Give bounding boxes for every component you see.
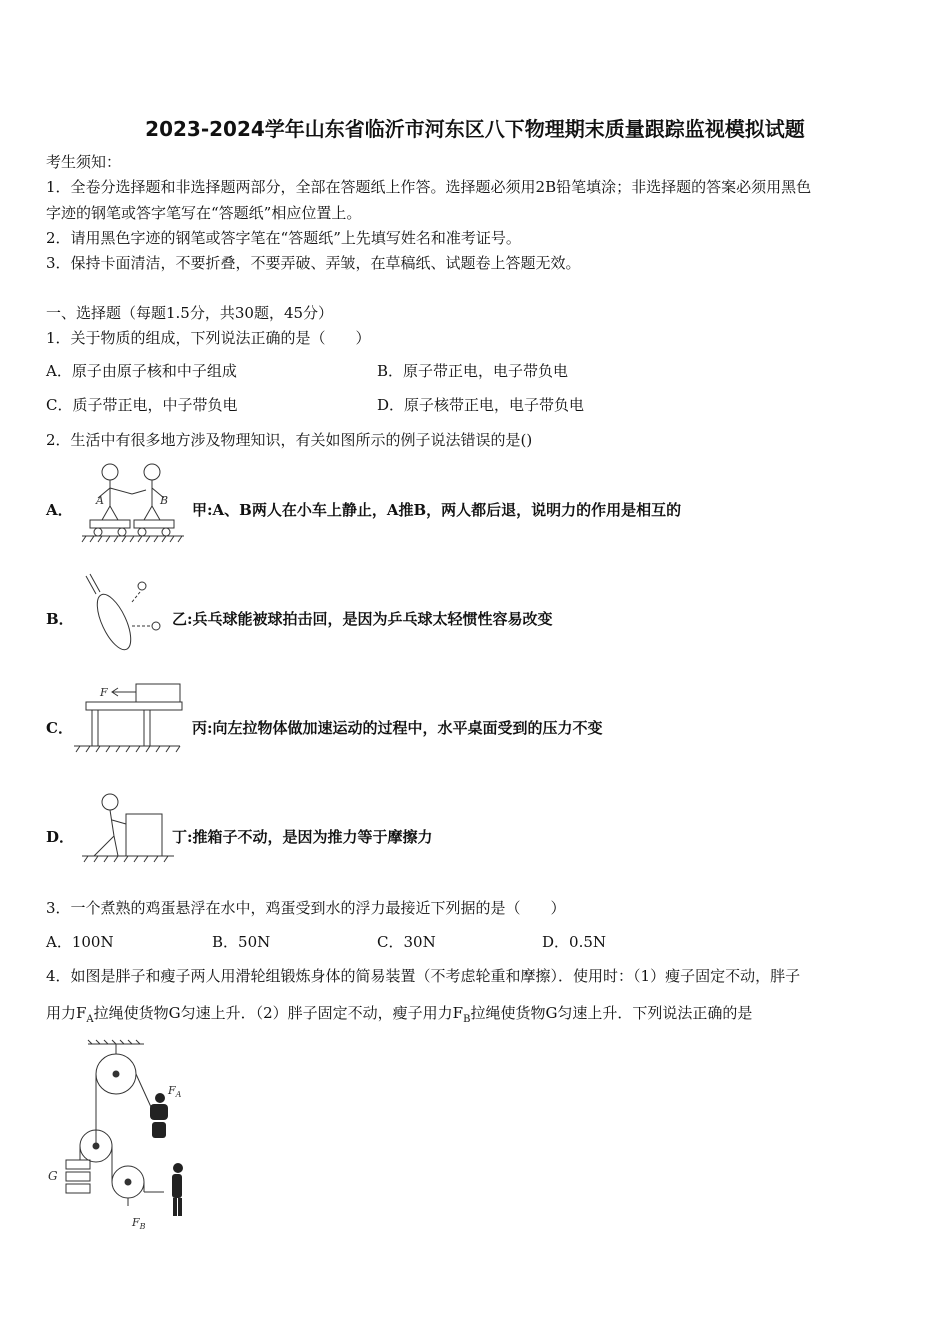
- fig-label-fb: F: [132, 1216, 140, 1229]
- fig-a-label-a: A: [96, 494, 104, 507]
- q4-stem-line-2: 用力$F_A$拉绳使货物G匀速上升．（2）胖子固定不动，瘦子用力$F_B$拉绳使货物G匀速上升．下列说法正确的是: [46, 1004, 753, 1025]
- fig-label-fa: F: [168, 1084, 176, 1097]
- q3-stem: 3．一个煮熟的鸡蛋悬浮在水中，鸡蛋受到水的浮力最接近下列据的是（ ）: [46, 899, 566, 917]
- q3-option-d: D．0.5N: [542, 933, 607, 951]
- page-title: 2023-2024学年山东省临沂市河东区八下物理期末质量跟踪监视模拟试题: [145, 117, 805, 141]
- q2-option-d-text: 丁:推箱子不动，是因为推力等于摩擦力: [172, 828, 433, 846]
- q1-stem: 1．关于物质的组成，下列说法正确的是（ ）: [46, 329, 371, 347]
- fig-c-label-f: F: [100, 686, 108, 699]
- q4-stem-line-1: 4．如图是胖子和瘦子两人用滑轮组锻炼身体的简易装置（不考虑轮重和摩擦）．使用时：（1）瘦子固定不动，胖子: [46, 967, 801, 985]
- q1-option-d: D．原子核带正电，电子带负电: [377, 396, 585, 414]
- svg-text:FA: [167, 1084, 182, 1099]
- fig-label-fb-sub: B: [139, 1222, 146, 1231]
- q2-option-a-label: A．: [46, 501, 73, 519]
- q3-option-a: A．100N: [46, 933, 114, 951]
- q3-option-c: C．30N: [377, 933, 436, 951]
- notice-line-2: 2．请用黑色字迹的钢笔或答字笔在“答题纸”上先填写姓名和准考证号。: [46, 229, 521, 247]
- section-heading: 一、选择题（每题1.5分，共30题，45分）: [46, 304, 334, 322]
- fig-label-g: G: [48, 1169, 58, 1183]
- q2-option-c-label: C．: [46, 719, 73, 737]
- q2-option-b-label: B．: [46, 610, 74, 628]
- q2-figure-d-push-box: [80, 790, 176, 874]
- q1-option-b: B．原子带正电，电子带负电: [377, 362, 569, 380]
- notice-line-1b: 字迹的钢笔或答字笔写在“答题纸”相应位置上。: [46, 204, 362, 222]
- fig-label-fa-sub: A: [175, 1090, 182, 1099]
- q2-figure-b-paddle-ball: [80, 572, 170, 656]
- q4-figure-pulley-system: [44, 1038, 200, 1232]
- q1-option-a: A．原子由原子核和中子组成: [46, 362, 237, 380]
- q2-option-a-text: 甲:A、B两人在小车上静止，A推B，两人都后退，说明力的作用是相互的: [192, 501, 682, 519]
- fig-a-label-b: B: [160, 494, 169, 507]
- q2-figure-a-people-on-carts: [80, 458, 188, 550]
- notice-heading: 考生须知：: [46, 153, 122, 171]
- notice-line-1a: 1．全卷分选择题和非选择题两部分，全部在答题纸上作答。选择题必须用2B铅笔填涂；非选择题的答案必须用黑色: [46, 178, 812, 196]
- q2-option-c-text: 丙:向左拉物体做加速运动的过程中，水平桌面受到的压力不变: [192, 719, 603, 737]
- q2-figure-c-table-pull: [72, 682, 184, 758]
- q2-stem: 2．生活中有很多地方涉及物理知识，有关如图所示的例子说法错误的是(): [46, 431, 533, 449]
- notice-line-3: 3．保持卡面清洁，不要折叠，不要弄破、弄皱，在草稿纸、试题卷上答题无效。: [46, 254, 581, 272]
- svg-text:FB: [131, 1216, 146, 1231]
- q1-option-c: C．质子带正电，中子带负电: [46, 396, 238, 414]
- q2-option-b-text: 乙:兵乓球能被球拍击回，是因为乒乓球太轻惯性容易改变: [172, 610, 553, 628]
- q3-option-b: B．50N: [212, 933, 271, 951]
- q2-option-d-label: D．: [46, 828, 75, 846]
